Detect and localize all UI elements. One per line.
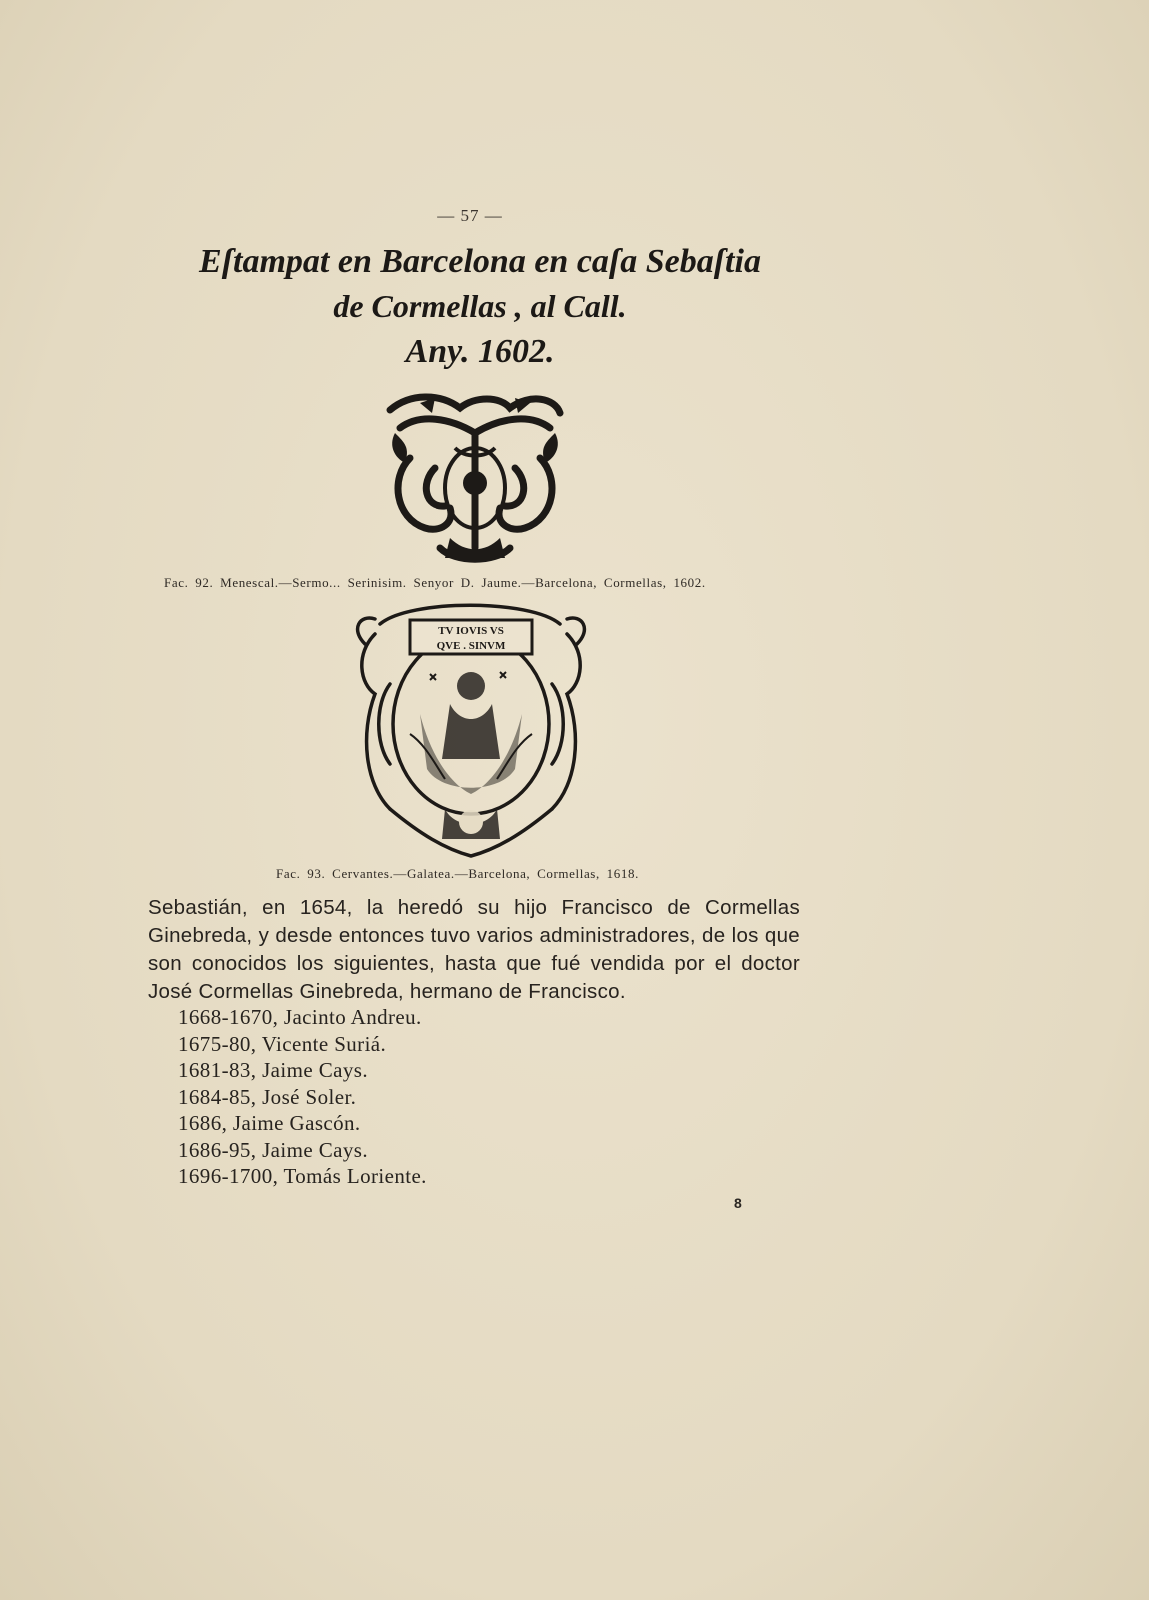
figure-92-caption: Fac. 92. Menescal.—Sermo... Serinisim. Senyor D. Jaume.—Barcelona, Cormellas, 1602. — [164, 575, 706, 590]
list-item: 1684-85, José Soler. — [178, 1084, 357, 1109]
list-item: 1686, Jaime Gascón. — [178, 1111, 361, 1135]
colophon-line-3: Any. 1602. — [405, 333, 555, 370]
list-item: 1668-1670, Jacinto Andreu. — [178, 1005, 422, 1029]
device-motto-line-1: TV IOVIS VS — [438, 625, 504, 637]
page-number: — 57 — — [437, 206, 503, 225]
figure-93-caption: Fac. 93. Cervantes.—Galatea.—Barcelona, Cormellas, 1618. — [276, 866, 639, 881]
list-item: 1675-80, Vicente Suriá. — [178, 1031, 387, 1056]
signature-mark: 8 — [734, 1195, 742, 1211]
body-paragraph: Sebastián, en 1654, la heredó su hijo Francisco de Cormellas Ginebreda, y desde entonces tuvo varios administradores, de los que son conocidos los siguientes, hasta que fué vendida por el doctor José Cormellas Ginebreda, hermano de Francisco. — [148, 896, 800, 1003]
ornament-woodcut-image — [380, 388, 570, 570]
list-item: 1681-83, Jaime Cays. — [178, 1058, 368, 1082]
colophon-line-1: Eſtampat en Barcelona en caſa Sebaſtia — [199, 243, 761, 280]
list-item: 1696-1700, Tomás Loriente. — [178, 1164, 427, 1188]
list-item: 1686-95, Jaime Cays. — [178, 1137, 368, 1162]
device-motto-line-2: QVE . SINVM — [436, 640, 506, 652]
colophon — [180, 240, 780, 376]
colophon-line-2: de Cormellas , al Call. — [333, 288, 627, 324]
administrators-list — [178, 1004, 598, 1190]
printers-device-woodcut-image — [350, 594, 592, 862]
